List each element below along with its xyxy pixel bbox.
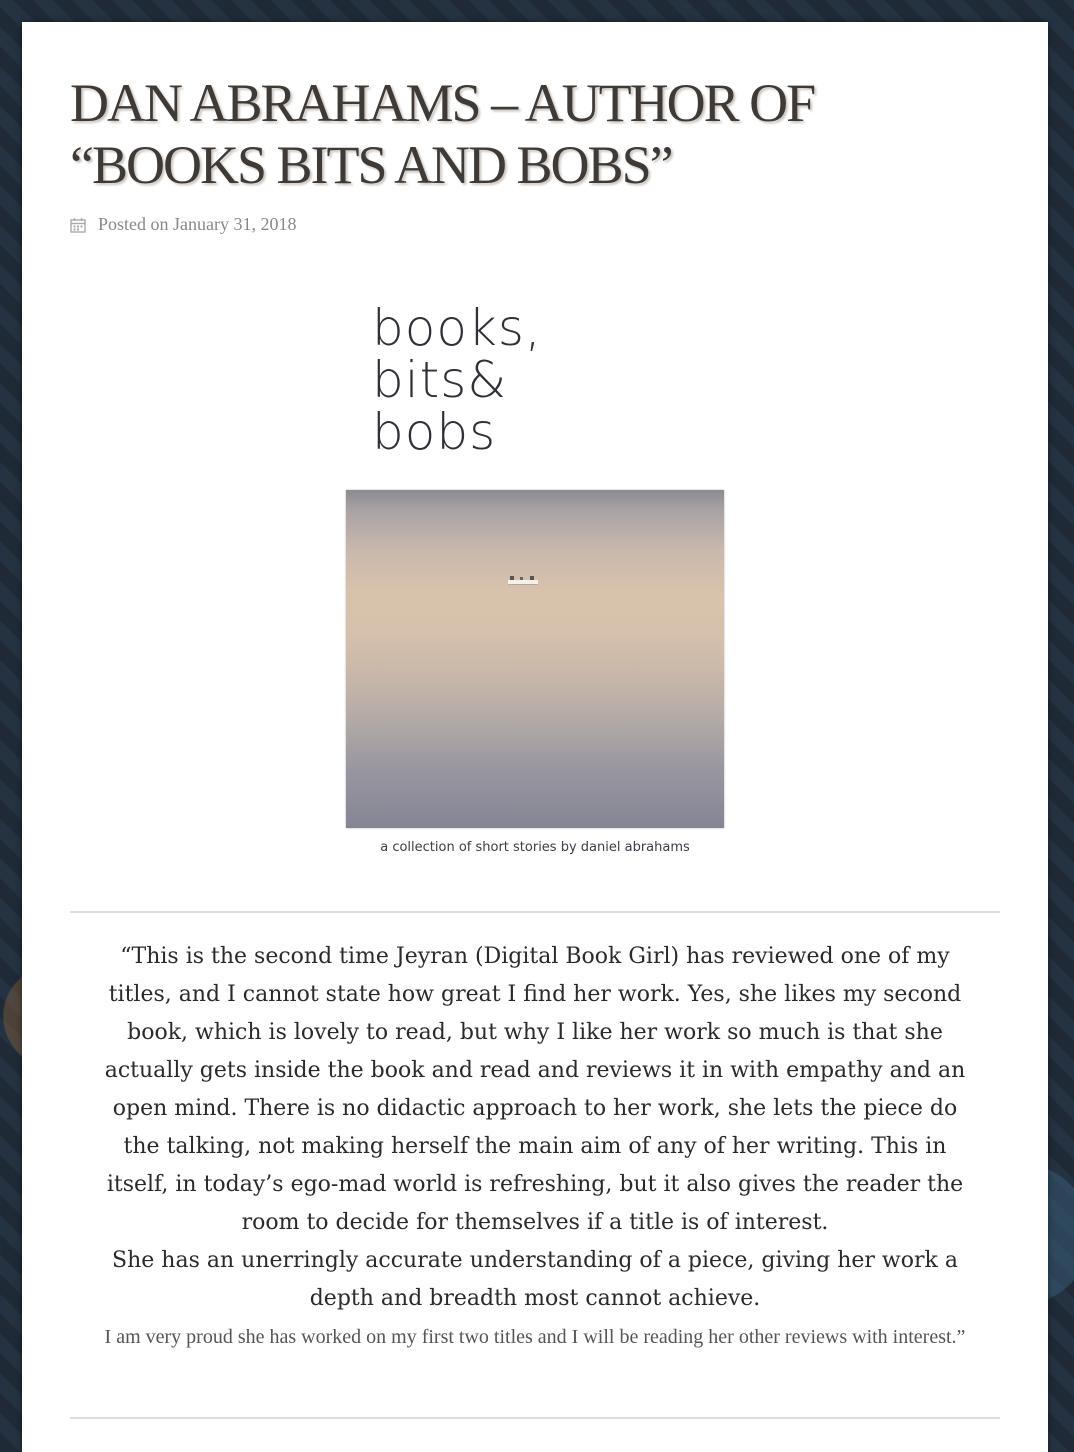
post-card	[22, 22, 1048, 1452]
boat-graphic	[506, 574, 540, 586]
quote-paragraph-1: “This is the second time Jeyran (Digital Book Girl) has reviewed one of my titles, and I cannot state how great I find her work. Yes, she likes my second book, which is lovely to read, but why I like her work so much is that she actually gets inside the book and read and reviews it in with empathy and an open mind. There is no didactic approach to her work, she lets the piece do the talking, not making herself the main aim of any of her writing. This in itself, in today’s ego-mad world is refreshing, but it also gives the reader the room to decide for themselves if a title is of interest.	[104, 944, 966, 1235]
post-date[interactable]: Posted on January 31, 2018	[98, 214, 297, 234]
divider-top	[70, 911, 1000, 913]
book-cover-caption: a collection of short stories by daniel abrahams	[380, 840, 690, 855]
quote-paragraph-3: I am very proud she has worked on my first two titles and I will be reading her other reviews with interest.”	[104, 1326, 966, 1348]
divider-bottom	[70, 1417, 1000, 1419]
book-cover-photo	[346, 490, 724, 828]
post-title[interactable]: DAN ABRAHAMS – AUTHOR OF “BOOKS BITS AND BOBS”	[70, 73, 815, 195]
book-cover-image	[340, 284, 730, 874]
post-meta	[70, 214, 296, 235]
quote-paragraph-2: She has an unerringly accurate understanding of a piece, giving her work a depth and breadth most cannot achieve.	[112, 1248, 958, 1311]
testimonial-quote	[92, 938, 978, 1318]
book-cover-title: books, bits& bobs	[372, 299, 542, 461]
calendar-icon	[70, 217, 86, 233]
